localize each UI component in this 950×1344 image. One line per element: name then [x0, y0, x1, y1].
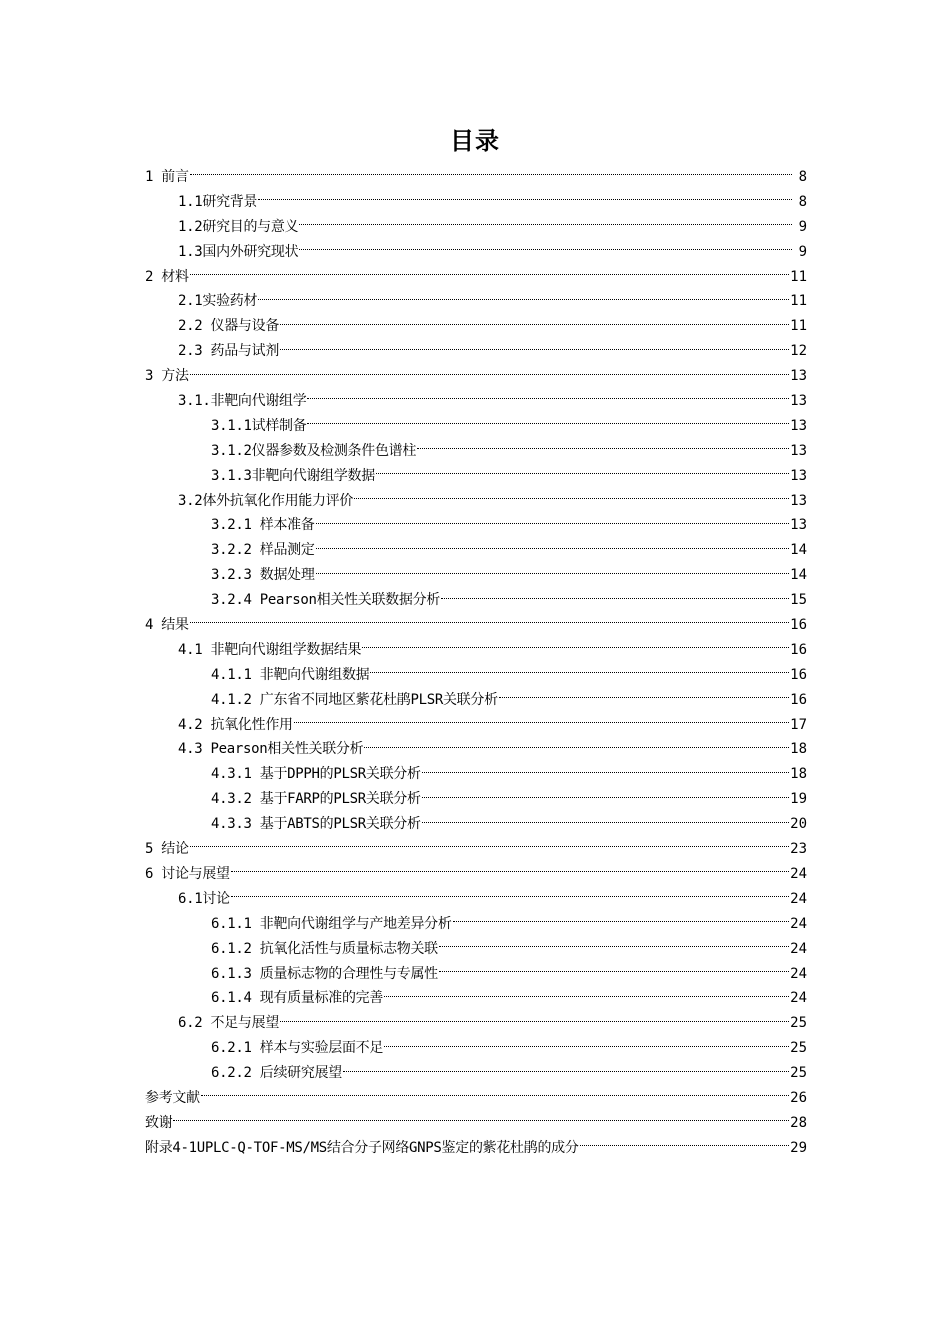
toc-entry-title: 6.2 不足与展望: [178, 1015, 280, 1032]
dot-leader: [384, 1045, 789, 1047]
toc-entry-title: 2.2 仪器与设备: [178, 318, 280, 335]
dot-leader: [384, 995, 789, 997]
toc-entry-title: 3.1.非靶向代谢组学: [178, 393, 307, 410]
dot-leader: [280, 1020, 789, 1022]
dot-leader: [422, 796, 789, 798]
toc-entry-page-number: 23: [790, 841, 807, 858]
toc-entry-page-number: 25: [790, 1065, 807, 1082]
toc-entry[interactable]: [145, 762, 807, 787]
toc-entry[interactable]: [145, 588, 807, 613]
dot-leader: [580, 1144, 790, 1146]
toc-entry[interactable]: [145, 862, 807, 887]
toc-entry-title: 6.1.2 抗氧化活性与质量标志物关联: [211, 940, 438, 957]
toc-entry-page-number: 11: [790, 318, 807, 335]
dot-leader: [439, 945, 789, 947]
dot-leader: [499, 696, 789, 698]
toc-entry[interactable]: [145, 1061, 807, 1086]
toc-entry-page-number: 8: [798, 169, 807, 185]
toc-entry[interactable]: [145, 314, 807, 339]
toc-entry-page-number: 25: [790, 1015, 807, 1032]
dot-leader: [190, 845, 789, 847]
toc-entry-page-number: 28: [790, 1114, 807, 1131]
toc-entry[interactable]: [145, 190, 807, 215]
toc-entry-page-number: 13: [790, 517, 807, 534]
toc-entry-page-number: 24: [790, 890, 807, 907]
toc-entry-page-number: 16: [790, 666, 807, 683]
toc-entry[interactable]: [145, 1111, 807, 1136]
dot-leader: [343, 1070, 789, 1072]
toc-entry-page-number: 24: [790, 990, 807, 1007]
toc-entry-title: 1.2研究目的与意义: [178, 218, 299, 235]
toc-entry-title: 3.1.2仪器参数及检测条件色谱柱: [211, 442, 417, 459]
toc-entry-title: 4.3.1 基于DPPH的PLSR关联分析: [211, 766, 421, 783]
toc-entry-page-number: 16: [790, 641, 807, 658]
toc-entry[interactable]: [145, 812, 807, 837]
toc-entry-page-number: 14: [790, 542, 807, 559]
toc-entry[interactable]: [145, 937, 807, 962]
toc-entry-title: 3.2.4 Pearson相关性关联数据分析: [211, 592, 440, 609]
toc-entry-page-number: 11: [790, 293, 807, 310]
toc-entry-title: 3.2.2 样品测定: [211, 542, 315, 559]
toc-entry-page-number: 26: [790, 1089, 807, 1106]
toc-entry-title: 1.3国内外研究现状: [178, 243, 299, 260]
dot-leader: [231, 895, 789, 897]
toc-entry[interactable]: [145, 713, 807, 738]
toc-entry-title: 6.2.2 后续研究展望: [211, 1065, 342, 1082]
toc-entry-page-number: 24: [790, 865, 807, 882]
toc-entry-page-number: 9: [798, 218, 807, 235]
toc-entry[interactable]: [145, 613, 807, 638]
toc-entry-page-number: 9: [798, 243, 807, 260]
toc-entry[interactable]: [145, 389, 807, 414]
toc-entry-title: 3.2体外抗氧化作用能力评价: [178, 492, 354, 509]
dot-leader: [453, 920, 790, 922]
dot-leader: [354, 497, 789, 499]
toc-entry[interactable]: [145, 339, 807, 364]
toc-entry-title: 5 结论: [145, 841, 189, 858]
toc-entry[interactable]: [145, 563, 807, 588]
dot-leader: [370, 671, 789, 673]
toc-entry[interactable]: [145, 265, 807, 290]
toc-entry-title: 致谢: [145, 1114, 173, 1131]
toc-entry[interactable]: [145, 538, 807, 563]
toc-entry-title: 6.1.3 质量标志物的合理性与专属性: [211, 965, 438, 982]
toc-entry[interactable]: [145, 414, 807, 439]
dot-leader: [299, 223, 792, 225]
toc-entry[interactable]: [145, 513, 807, 538]
toc-entry[interactable]: [145, 663, 807, 688]
toc-entry[interactable]: [145, 787, 807, 812]
toc-entry-page-number: 8: [798, 193, 807, 210]
toc-entry-title: 3.1.1试样制备: [211, 417, 307, 434]
toc-entry-title: 6.2.1 样本与实验层面不足: [211, 1040, 384, 1057]
toc-entry-page-number: 18: [790, 766, 807, 783]
toc-entry[interactable]: [145, 887, 807, 912]
dot-leader: [173, 1119, 789, 1121]
toc-entry-page-number: 18: [790, 741, 807, 758]
toc-entry-page-number: 25: [790, 1040, 807, 1057]
toc-entry[interactable]: [145, 240, 807, 265]
dot-leader: [294, 721, 789, 723]
toc-entry[interactable]: [145, 489, 807, 514]
dot-leader: [439, 970, 789, 972]
toc-entry-title: 6 讨论与展望: [145, 865, 230, 882]
toc-entry[interactable]: [145, 986, 807, 1011]
toc-entry-page-number: 19: [790, 791, 807, 808]
toc-entry[interactable]: [145, 837, 807, 862]
toc-entry[interactable]: [145, 638, 807, 663]
dot-leader: [307, 397, 789, 399]
dot-leader: [422, 771, 789, 773]
toc-entry-page-number: 16: [790, 691, 807, 708]
toc-entry-title: 6.1讨论: [178, 890, 230, 907]
dot-leader: [190, 373, 789, 375]
toc-entry[interactable]: [145, 439, 807, 464]
dot-leader: [316, 572, 790, 574]
toc-entry-page-number: 24: [790, 940, 807, 957]
toc-entry-page-number: 13: [790, 417, 807, 434]
toc-entry-title: 3 方法: [145, 368, 189, 385]
dot-leader: [190, 173, 792, 175]
toc-entry-title: 参考文献: [145, 1089, 200, 1106]
dot-leader: [364, 746, 789, 748]
toc-entry-page-number: 13: [790, 492, 807, 509]
toc-entry-page-number: 13: [790, 467, 807, 484]
toc-entry-page-number: 13: [790, 368, 807, 385]
toc-entry-title: 4.1.1 非靶向代谢组数据: [211, 666, 370, 683]
dot-leader: [307, 422, 789, 424]
dot-leader: [417, 447, 789, 449]
toc-entry-title: 4.3.2 基于FARP的PLSR关联分析: [211, 791, 421, 808]
dot-leader: [280, 323, 789, 325]
toc-entry-page-number: 29: [790, 1139, 807, 1156]
toc-entry[interactable]: [145, 215, 807, 240]
toc-entry-title: 1.1研究背景: [178, 193, 258, 210]
dot-leader: [231, 870, 789, 872]
toc-entry-title: 3.2.1 样本准备: [211, 517, 315, 534]
toc-entry-page-number: 11: [790, 268, 807, 285]
toc-entry-title: 4.2 抗氧化性作用: [178, 716, 293, 733]
table-of-contents: [145, 165, 807, 1161]
toc-entry-page-number: 24: [790, 965, 807, 982]
toc-entry[interactable]: [145, 289, 807, 314]
page-title: 目录: [450, 127, 500, 155]
toc-entry-page-number: 17: [790, 716, 807, 733]
toc-entry-page-number: 14: [790, 567, 807, 584]
toc-entry-page-number: 12: [790, 343, 807, 360]
dot-leader: [362, 646, 789, 648]
dot-leader: [299, 248, 792, 250]
dot-leader: [190, 273, 789, 275]
toc-entry-page-number: 20: [790, 816, 807, 833]
toc-entry-title: 4.1 非靶向代谢组学数据结果: [178, 641, 362, 658]
toc-entry[interactable]: [145, 688, 807, 713]
dot-leader: [201, 1094, 789, 1096]
toc-entry-title: 3.1.3非靶向代谢组学数据: [211, 467, 375, 484]
dot-leader: [280, 348, 789, 350]
toc-entry[interactable]: [145, 464, 807, 489]
toc-entry-page-number: 24: [790, 915, 807, 932]
toc-entry[interactable]: [145, 1136, 807, 1161]
dot-leader: [190, 621, 789, 623]
dot-leader: [258, 298, 789, 300]
toc-entry-page-number: 15: [790, 592, 807, 609]
toc-entry[interactable]: [145, 1011, 807, 1036]
toc-entry-page-number: 16: [790, 617, 807, 634]
toc-entry-title: 附录4-1UPLC-Q-TOF-MS/MS结合分子网络GNPS鉴定的紫花杜鹃的成分: [145, 1139, 579, 1156]
toc-entry-title: 3.2.3 数据处理: [211, 567, 315, 584]
toc-entry-page-number: 13: [790, 393, 807, 410]
toc-entry-title: 2.1实验药材: [178, 293, 258, 310]
dot-leader: [316, 522, 790, 524]
toc-entry-title: 2 材料: [145, 268, 189, 285]
toc-entry-title: 4.3 Pearson相关性关联分析: [178, 741, 364, 758]
dot-leader: [422, 821, 789, 823]
toc-entry[interactable]: [145, 1036, 807, 1061]
toc-entry[interactable]: [145, 912, 807, 937]
toc-entry-page-number: 13: [790, 442, 807, 459]
toc-entry-title: 6.1.4 现有质量标准的完善: [211, 990, 384, 1007]
toc-entry-title: 4.3.3 基于ABTS的PLSR关联分析: [211, 816, 421, 833]
dot-leader: [441, 597, 789, 599]
toc-entry-title: 2.3 药品与试剂: [178, 343, 280, 360]
toc-entry-title: 1 前言: [145, 169, 189, 185]
toc-entry-title: 6.1.1 非靶向代谢组学与产地差异分析: [211, 915, 452, 932]
toc-entry-title: 4.1.2 广东省不同地区紫花杜鹃PLSR关联分析: [211, 691, 498, 708]
dot-leader: [316, 547, 790, 549]
toc-entry[interactable]: [145, 165, 807, 190]
toc-entry[interactable]: [145, 962, 807, 987]
toc-entry[interactable]: [145, 1086, 807, 1111]
dot-leader: [376, 472, 789, 474]
dot-leader: [258, 198, 792, 200]
toc-entry[interactable]: [145, 364, 807, 389]
toc-entry[interactable]: [145, 737, 807, 762]
toc-entry-title: 4 结果: [145, 617, 189, 634]
